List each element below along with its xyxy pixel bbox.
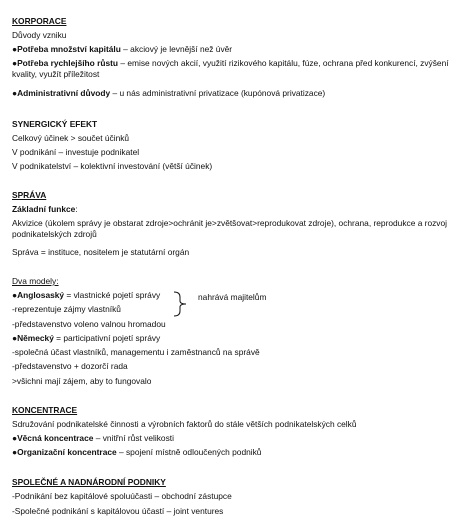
koncentrace-item: ●Věcná koncentrace – vnitřní růst velikosti xyxy=(12,433,174,443)
heading-korporace: KORPORACE xyxy=(12,16,67,26)
dva-modely-heading: Dva modely: xyxy=(12,276,59,286)
korporace-item-2 xyxy=(12,58,458,80)
anglo-extra: -představenstvo voleno valnou hromadou xyxy=(12,319,166,329)
anglo-subline: -reprezentuje zájmy vlastníků xyxy=(12,304,121,314)
heading-synergicky-efekt: SYNERGICKÝ EFEKT xyxy=(12,119,98,129)
bullet-icon: ● xyxy=(12,333,18,343)
bullet-icon: ● xyxy=(12,88,18,98)
synergie-line: Celkový účinek > součet účinků xyxy=(12,133,130,143)
anglo-side-note: nahrává majitelům xyxy=(198,292,267,302)
nem-line: -společná účast vlastníků, managementu i zaměstnanců na správě xyxy=(12,347,260,357)
koncentrace-item: ●Organizační koncentrace – spojení místně odloučených podniků xyxy=(12,447,262,457)
item-bold: Potřeba rychlejšího růstu xyxy=(17,58,119,68)
nem-line: -představenstvo + dozorčí rada xyxy=(12,361,128,371)
item-bold: Administrativní důvody xyxy=(17,88,111,98)
duvody-vzniku: Důvody vzniku xyxy=(12,30,67,40)
item-text: – emise nových akcií, využití rizikového kapitálu, fúze, ochrana před konkurencí, zvýšení kvality, využít příležitost xyxy=(12,58,449,79)
synergie-line: V podnikatelství – kolektivní investování (větší účinek) xyxy=(12,161,213,171)
korporace-item-3 xyxy=(12,88,458,99)
bullet-icon: ● xyxy=(12,44,18,54)
bullet-icon: ● xyxy=(12,447,18,457)
item-bold: Potřeba množství kapitálu xyxy=(17,44,121,54)
bullet-icon: ● xyxy=(12,58,18,68)
sprava-definice: Správa = instituce, nositelem je statutární orgán xyxy=(12,247,190,257)
right-brace-icon xyxy=(172,291,196,317)
synergie-line: V podnikání – investuje podnikatel xyxy=(12,147,140,157)
nem-line: >všichni mají zájem, aby to fungovalo xyxy=(12,376,152,386)
model-nemecky: ●Německý = participativní pojetí správy xyxy=(12,333,161,343)
spolecne-line: -Podnikání bez kapitálové spoluúčasti – obchodní zástupce xyxy=(12,491,232,501)
spolecne-line: -Společné podnikání s kapitálovou účastí – joint ventures xyxy=(12,506,224,516)
item-text: – akciový je levnější než úvěr xyxy=(120,44,233,54)
korporace-item-1 xyxy=(12,44,458,55)
model-anglosasky: ●Anglosaský = vlastnické pojetí správy xyxy=(12,290,161,300)
zakladni-funkce-text: Akvizice (úkolem správy je obstarat zdroje>ochránit je>zvětšovat>reprodukovat zdroje), ochrana, reprodukce a rozvoj podnikatelských zdrojů xyxy=(12,218,448,239)
item-text: – u nás administrativní privatizace (kupónová privatizace) xyxy=(110,88,326,98)
bullet-icon: ● xyxy=(12,290,18,300)
koncentrace-desc: Sdružování podnikatelské činnosti a výrobních faktorů do stále větších podnikatelských celků xyxy=(12,419,357,429)
zakladni-funkce-label: Základní funkce: xyxy=(12,204,78,214)
heading-sprava: SPRÁVA xyxy=(12,190,47,200)
bullet-icon: ● xyxy=(12,433,18,443)
heading-spolecne-podniky: SPOLEČNÉ A NADNÁRODNÍ PODNIKY xyxy=(12,477,166,487)
heading-koncentrace: KONCENTRACE xyxy=(12,405,78,415)
